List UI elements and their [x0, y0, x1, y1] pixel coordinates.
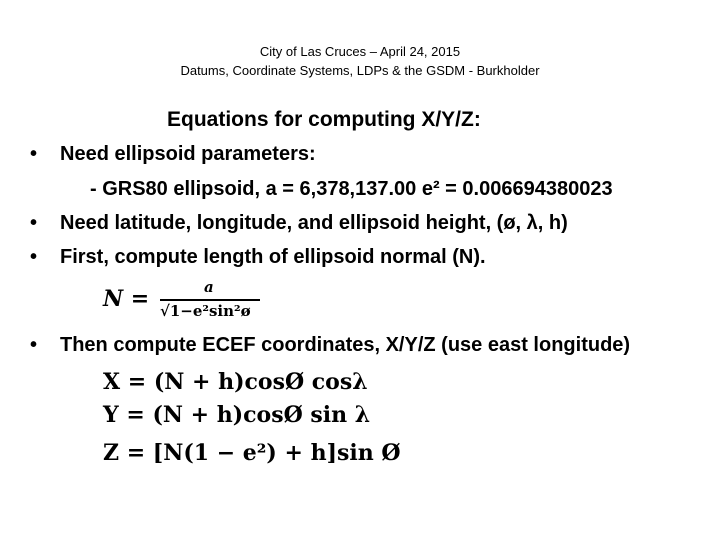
bullet-ellipsoid-parameters: Need ellipsoid parameters:: [60, 143, 316, 165]
bullet-lat-lon-height: Need latitude, longitude, and ellipsoid height, (ø, λ, h): [60, 212, 568, 234]
header-line-1: City of Las Cruces – April 24, 2015: [259, 44, 461, 59]
equation-z: Z = [N(1 − e²) + h]sin Ø: [103, 440, 401, 466]
bullet-marker: •: [30, 334, 38, 356]
bullet-ecef-coordinates: Then compute ECEF coordinates, X/Y/Z (use east longitude): [60, 334, 631, 356]
bullet-marker: •: [30, 246, 38, 268]
fraction-bar: [160, 299, 260, 301]
equation-y: Y = (N + h)cosØ sin λ: [103, 402, 371, 428]
normal-equation-lhs: N =: [103, 286, 150, 312]
sub-bullet-grs80: - GRS80 ellipsoid, a = 6,378,137.00 e² = 0.006694380023: [90, 178, 613, 200]
normal-equation-denominator: √1−e²sin²ø: [160, 302, 251, 320]
bullet-marker: •: [30, 143, 38, 165]
slide-title: Equations for computing X/Y/Z:: [167, 108, 481, 131]
header-line-2: Datums, Coordinate Systems, LDPs & the GSDM - Burkholder: [180, 63, 540, 78]
bullet-marker: •: [30, 212, 38, 234]
slide-header: [0, 42, 720, 80]
normal-equation-numerator: a: [204, 278, 214, 296]
equation-x: X = (N + h)cosØ cosλ: [103, 369, 368, 395]
bullet-compute-normal: First, compute length of ellipsoid normal (N).: [60, 246, 486, 268]
